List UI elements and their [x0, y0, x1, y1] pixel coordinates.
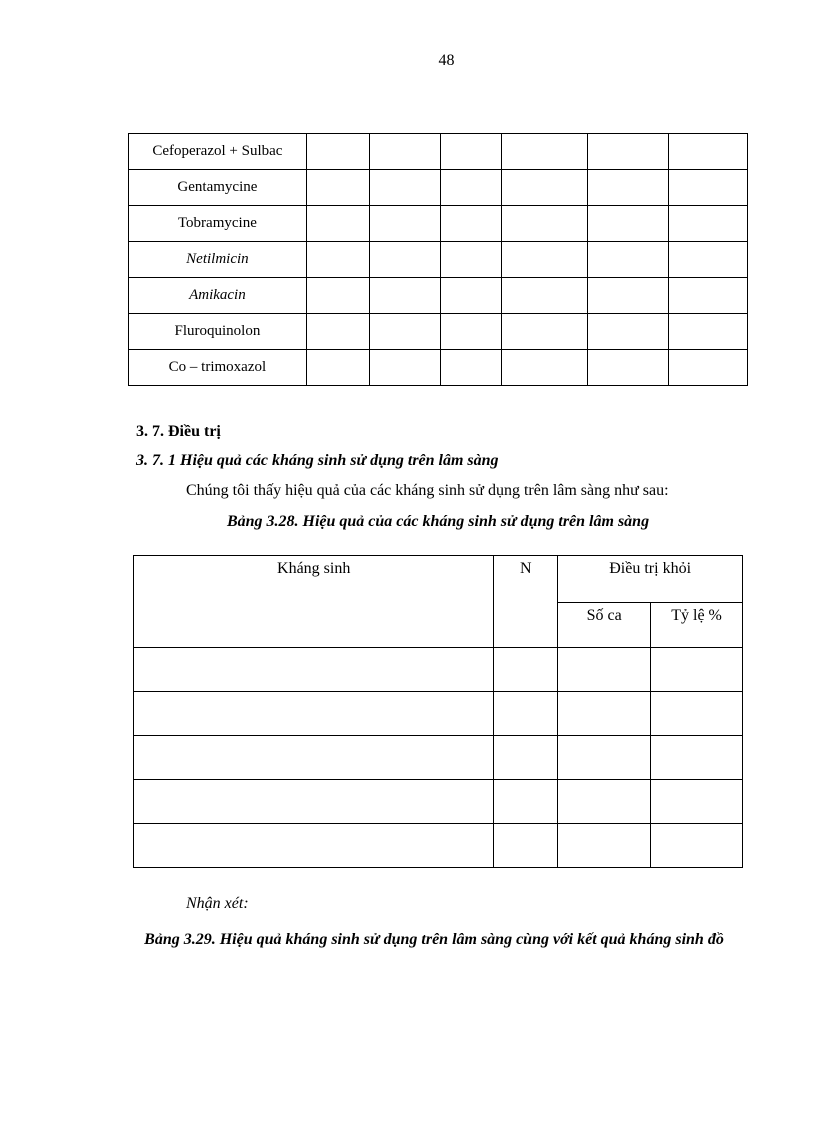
empty-cell — [369, 206, 440, 242]
section-subheading: 3. 7. 1 Hiệu quả các kháng sinh sử dụng trên lâm sàng — [136, 452, 499, 469]
empty-cell — [502, 350, 588, 386]
empty-cell — [588, 242, 669, 278]
table-row — [129, 242, 748, 278]
table-row — [134, 648, 743, 692]
empty-cell — [651, 692, 743, 736]
empty-cell — [588, 206, 669, 242]
empty-cell — [440, 242, 502, 278]
empty-cell — [134, 736, 494, 780]
section-heading: 3. 7. Điều trị — [136, 423, 221, 440]
empty-cell — [669, 242, 748, 278]
empty-cell — [502, 206, 588, 242]
empty-cell — [558, 780, 651, 824]
table-row — [134, 780, 743, 824]
empty-cell — [306, 350, 369, 386]
empty-cell — [134, 692, 494, 736]
empty-cell — [502, 242, 588, 278]
table-row — [129, 278, 748, 314]
empty-cell — [502, 134, 588, 170]
antibiotic-name-cell: Amikacin — [129, 278, 307, 314]
empty-cell — [669, 134, 748, 170]
empty-cell — [440, 314, 502, 350]
table-row — [134, 824, 743, 868]
antibiotic-name-cell: Gentamycine — [129, 170, 307, 206]
empty-cell — [134, 780, 494, 824]
table-row — [129, 170, 748, 206]
empty-cell — [494, 692, 558, 736]
empty-cell — [494, 648, 558, 692]
empty-cell — [306, 206, 369, 242]
empty-cell — [669, 170, 748, 206]
header-cases: Số ca — [558, 603, 651, 648]
empty-cell — [502, 314, 588, 350]
section-paragraph: Chúng tôi thấy hiệu quả của các kháng sinh sử dụng trên lâm sàng như sau: — [186, 482, 669, 499]
empty-cell — [558, 736, 651, 780]
empty-cell — [369, 278, 440, 314]
empty-cell — [440, 278, 502, 314]
antibiotic-name-cell: Fluroquinolon — [129, 314, 307, 350]
empty-cell — [440, 134, 502, 170]
header-antibiotic: Kháng sinh — [134, 556, 494, 648]
empty-cell — [494, 780, 558, 824]
table-row — [134, 736, 743, 780]
table-row — [134, 692, 743, 736]
remark-label: Nhận xét: — [186, 895, 249, 912]
empty-cell — [558, 648, 651, 692]
empty-cell — [588, 134, 669, 170]
table-row — [129, 350, 748, 386]
empty-cell — [651, 780, 743, 824]
empty-cell — [558, 692, 651, 736]
empty-cell — [588, 350, 669, 386]
empty-cell — [134, 824, 494, 868]
table-row — [129, 134, 748, 170]
antibiotic-table — [128, 133, 748, 386]
empty-cell — [669, 314, 748, 350]
header-n: N — [494, 556, 558, 648]
empty-cell — [440, 350, 502, 386]
empty-cell — [440, 170, 502, 206]
table-caption: Bảng 3.28. Hiệu quả của các kháng sinh sử dụng trên lâm sàng — [226, 513, 650, 530]
antibiotic-name-cell: Cefoperazol + Sulbac — [129, 134, 307, 170]
empty-cell — [651, 736, 743, 780]
empty-cell — [651, 824, 743, 868]
antibiotic-name-cell: Co – trimoxazol — [129, 350, 307, 386]
empty-cell — [134, 648, 494, 692]
empty-cell — [651, 648, 743, 692]
header-cured: Điều trị khỏi — [558, 556, 743, 603]
table-row — [129, 314, 748, 350]
empty-cell — [588, 314, 669, 350]
table-row — [129, 206, 748, 242]
empty-cell — [494, 824, 558, 868]
empty-cell — [669, 350, 748, 386]
empty-cell — [369, 314, 440, 350]
empty-cell — [369, 350, 440, 386]
empty-cell — [306, 242, 369, 278]
empty-cell — [306, 170, 369, 206]
antibiotic-name-cell: Netilmicin — [129, 242, 307, 278]
empty-cell — [588, 278, 669, 314]
empty-cell — [369, 242, 440, 278]
empty-cell — [306, 278, 369, 314]
empty-cell — [494, 736, 558, 780]
header-rate: Tỷ lệ % — [651, 603, 743, 648]
empty-cell — [306, 314, 369, 350]
page-number: 48 — [438, 52, 455, 69]
empty-cell — [558, 824, 651, 868]
empty-cell — [669, 206, 748, 242]
empty-cell — [369, 170, 440, 206]
empty-cell — [588, 170, 669, 206]
empty-cell — [306, 134, 369, 170]
empty-cell — [369, 134, 440, 170]
empty-cell — [502, 278, 588, 314]
empty-cell — [669, 278, 748, 314]
next-table-caption: Bảng 3.29. Hiệu quả kháng sinh sử dụng trên lâm sàng cùng với kết quả kháng sinh đồ — [144, 931, 724, 948]
antibiotic-name-cell: Tobramycine — [129, 206, 307, 242]
effect-table — [133, 555, 743, 868]
empty-cell — [502, 170, 588, 206]
empty-cell — [440, 206, 502, 242]
